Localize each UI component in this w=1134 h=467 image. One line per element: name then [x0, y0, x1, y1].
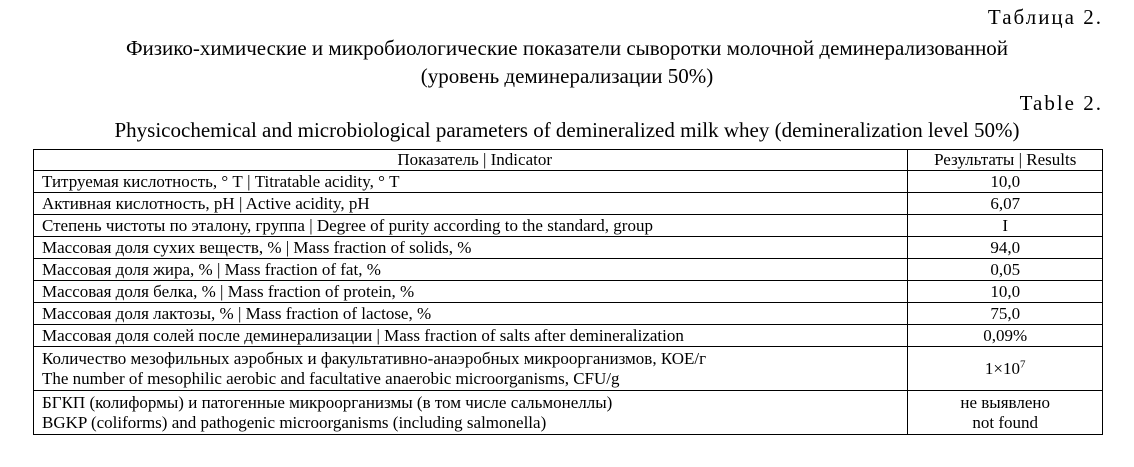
- indicator-cell: [34, 347, 908, 391]
- result-cell: [908, 347, 1103, 391]
- result-cell: 0,05: [908, 259, 1103, 281]
- indicator-cell: Титруемая кислотность, ° Т | Titratable acidity, ° Т: [34, 171, 908, 193]
- table-row: [34, 215, 1103, 237]
- indicator-cell: Степень чистоты по эталону, группа | Degree of purity according to the standard, group: [34, 215, 908, 237]
- table-row: [34, 391, 1103, 435]
- indicator-text-en: The number of mesophilic aerobic and facultative anaerobic microorganisms, CFU/g: [42, 368, 620, 388]
- result-base: 1×10: [984, 358, 1020, 378]
- table-row: [34, 281, 1103, 303]
- table-caption-en: Table 2.: [1019, 91, 1103, 115]
- result-cell: 6,07: [908, 193, 1103, 215]
- table-row: [34, 259, 1103, 281]
- table-row: [34, 303, 1103, 325]
- header-indicator: Показатель | Indicator: [34, 150, 908, 171]
- table-row: [34, 347, 1103, 391]
- indicator-cell: Массовая доля солей после деминерализации | Mass fraction of salts after demineralization: [34, 325, 908, 347]
- indicator-cell: Массовая доля жира, % | Mass fraction of fat, %: [34, 259, 908, 281]
- result-cell: 10,0: [908, 171, 1103, 193]
- table-caption-ru: Таблица 2.: [987, 5, 1103, 29]
- indicator-text-ru: БГКП (колиформы) и патогенные микроорганизмы (в том числе сальмонеллы): [42, 392, 613, 412]
- indicator-cell: Массовая доля сухих веществ, % | Mass fraction of solids, %: [34, 237, 908, 259]
- result-cell: 10,0: [908, 281, 1103, 303]
- indicator-cell: [34, 391, 908, 435]
- table-title-en: Physicochemical and microbiological parameters of demineralized milk whey (demineralization level 50%): [114, 118, 1020, 142]
- result-cell: I: [908, 215, 1103, 237]
- table-title-ru: [0, 34, 1134, 90]
- table-header-row: [34, 150, 1103, 171]
- indicator-cell: Активная кислотность, pH | Active acidity, pH: [34, 193, 908, 215]
- result-cell: 0,09%: [908, 325, 1103, 347]
- indicator-cell: Массовая доля белка, % | Mass fraction of protein, %: [34, 281, 908, 303]
- table-title-ru-line2: (уровень деминерализации 50%): [420, 64, 714, 88]
- result-cell: 94,0: [908, 237, 1103, 259]
- indicator-text-ru: Количество мезофильных аэробных и факультативно-анаэробных микроорганизмов, КОЕ/г: [42, 348, 707, 368]
- parameters-table: [33, 149, 1103, 435]
- result-cell: 75,0: [908, 303, 1103, 325]
- result-exponent: 7: [1019, 357, 1026, 370]
- result-cell: [908, 391, 1103, 435]
- table-row: [34, 325, 1103, 347]
- result-text-ru: не выявлено: [960, 392, 1050, 412]
- table-title-ru-line1: Физико-химические и микробиологические показатели сыворотки молочной деминерализованной: [125, 36, 1009, 60]
- table-row: [34, 193, 1103, 215]
- header-results: Результаты | Results: [908, 150, 1103, 171]
- result-text-en: not found: [972, 412, 1039, 432]
- indicator-text-en: BGKP (coliforms) and pathogenic microorganisms (including salmonella): [42, 412, 547, 432]
- table-row: [34, 237, 1103, 259]
- indicator-cell: Массовая доля лактозы, % | Mass fraction of lactose, %: [34, 303, 908, 325]
- table-row: [34, 171, 1103, 193]
